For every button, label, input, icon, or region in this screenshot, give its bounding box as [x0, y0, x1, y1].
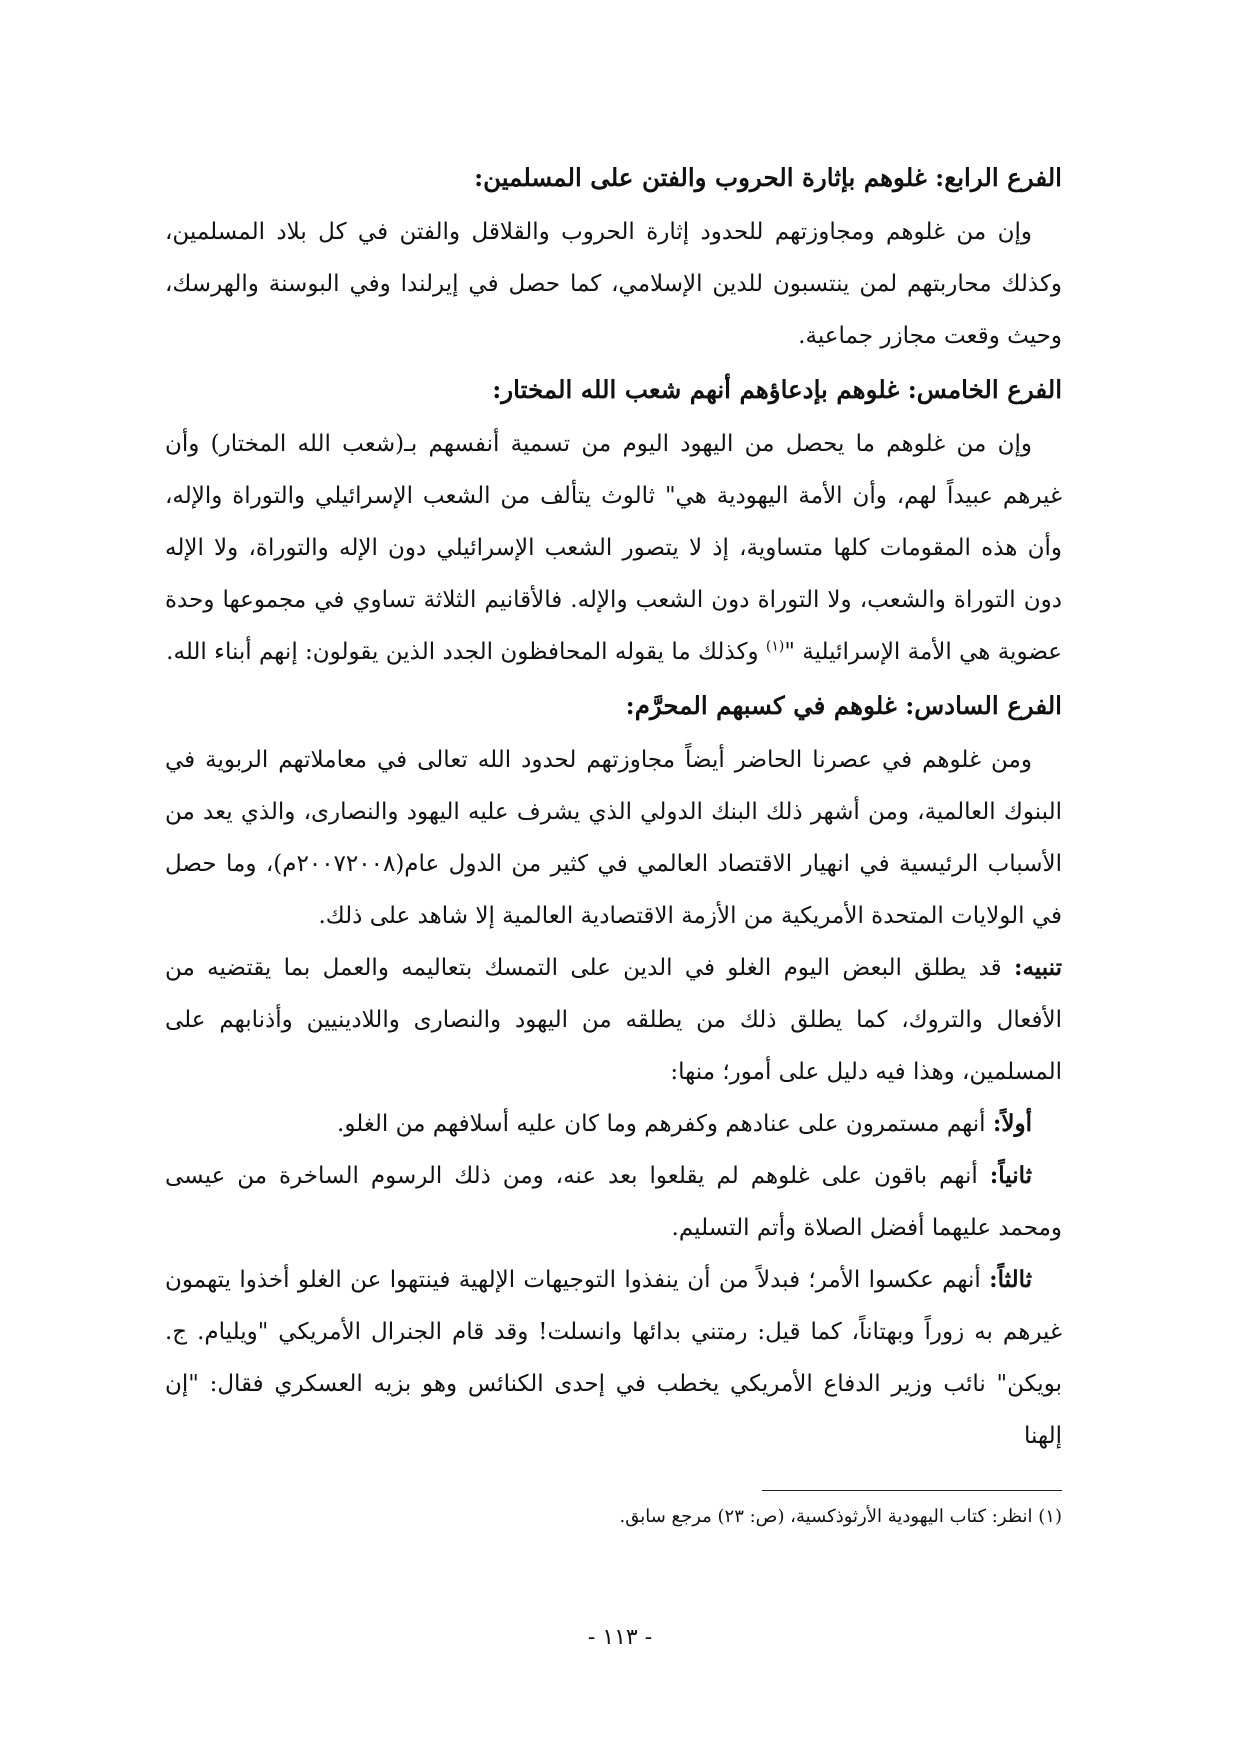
point-third-text: أنهم عكسوا الأمر؛ فبدلاً من أن ينفذوا التوجيهات الإلهية فينتهوا عن الغلو أخذوا يتهمون غيرهم به زوراً وبهتاناً، كما قيل: رمتني بدائها وانسلت! وقد قام الجنرال الأمريكي "ويليام. ج. بويكن" نائب وزير الدفاع الأمريكي يخطب في إحدى الكنائس وهو بزيه العسكري فقال: "إن إلهنا	[165, 1267, 1062, 1449]
point-first	[165, 1098, 1062, 1150]
paragraph-usury-banks: ومن غلوهم في عصرنا الحاضر أيضاً مجاوزتهم لحدود الله تعالى في معاملاتهم الربوية في البنوك العالمية، ومن أشهر ذلك البنك الدولي الذي يشرف عليه اليهود والنصارى، والذي يعد من الأسباب الرئيسية في انهيار الاقتصاد العالمي في كثير من الدول عام(٢٠٠٧٢٠٠٨م)، وما حصل في الولايات المتحدة الأمريكية من الأزمة الاقتصادية العالمية إلا شاهد على ذلك.	[165, 747, 1062, 929]
paragraph-chosen-people-continuation: وكذلك ما يقوله المحافظون الجدد الذين يقولون: إنهم أبناء الله.	[166, 639, 766, 665]
point-first-text: أنهم مستمرون على عنادهم وكفرهم وما كان عليه أسلافهم من الغلو.	[337, 1111, 993, 1137]
paragraph-chosen-people-text: وإن من غلوهم ما يحصل من اليهود اليوم من تسمية أنفسهم بـ(شعب الله المختار) وأن غيرهم عبيداً لهم، وأن الأمة اليهودية هي" ثالوث يتألف من الشعب الإسرائيلي والتوراة والإله، وأن هذه المقومات كلها متساوية، إذ لا يتصور الشعب الإسرائيلي دون الإله والتوراة، ولا الإله دون التوراة والشعب، ولا التوراة دون الشعب والإله. فالأقانيم الثلاثة تساوي في مجموعها وحدة عضوية هي الأمة الإسرائيلية "	[165, 431, 1062, 665]
main-text-column	[165, 150, 1062, 1462]
paragraph-wars-and-strife: وإن من غلوهم ومجاوزتهم للحدود إثارة الحروب والقلاقل والفتن في كل بلاد المسلمين، وكذلك محاربتهم لمن ينتسبون للدين الإسلامي، كما حصل في إيرلندا وفي البوسنة والهرسك، وحيث وقعت مجازر جماعية.	[165, 219, 1062, 349]
section-heading-sixth: الفرع السادس: غلوهم في كسبهم المحرَّم:	[625, 691, 1062, 720]
point-second-text: أنهم باقون على غلوهم لم يقلعوا بعد عنه، ومن ذلك الرسوم الساخرة من عيسى ومحمد عليهما أفضل الصلاة وأتم التسليم.	[165, 1163, 1062, 1241]
point-third	[165, 1254, 1062, 1462]
footnote-divider	[762, 1490, 1062, 1491]
point-first-label: أولاً:	[992, 1110, 1032, 1137]
point-second	[165, 1150, 1062, 1254]
note-text: قد يطلق البعض اليوم الغلو في الدين على التمسك بتعاليمه والعمل بما يقتضيه من الأفعال والتروك، كما يطلق ذلك من يطلقه من اليهود والنصارى واللادينيين وأذنابهم على المسلمين، وهذا فيه دليل على أمور؛ منها:	[165, 955, 1062, 1085]
note-paragraph	[165, 942, 1062, 1098]
section-heading-fifth: الفرع الخامس: غلوهم بإدعاؤهم أنهم شعب الله المختار:	[492, 375, 1062, 404]
footnote-marker: (١)	[765, 638, 785, 655]
note-label: تنبيه:	[1013, 954, 1062, 981]
footnote-text: (١) انظر: كتاب اليهودية الأرثوذكسية، (ص: ٢٣) مرجع سابق.	[619, 1506, 1062, 1527]
point-second-label: ثانياً:	[989, 1162, 1032, 1189]
page-number: - ١١٣ -	[587, 1625, 653, 1650]
section-heading-fourth: الفرع الرابع: غلوهم بإثارة الحروب والفتن على المسلمين:	[474, 163, 1062, 192]
paragraph-chosen-people	[165, 418, 1062, 678]
point-third-label: ثالثاً:	[989, 1266, 1032, 1293]
